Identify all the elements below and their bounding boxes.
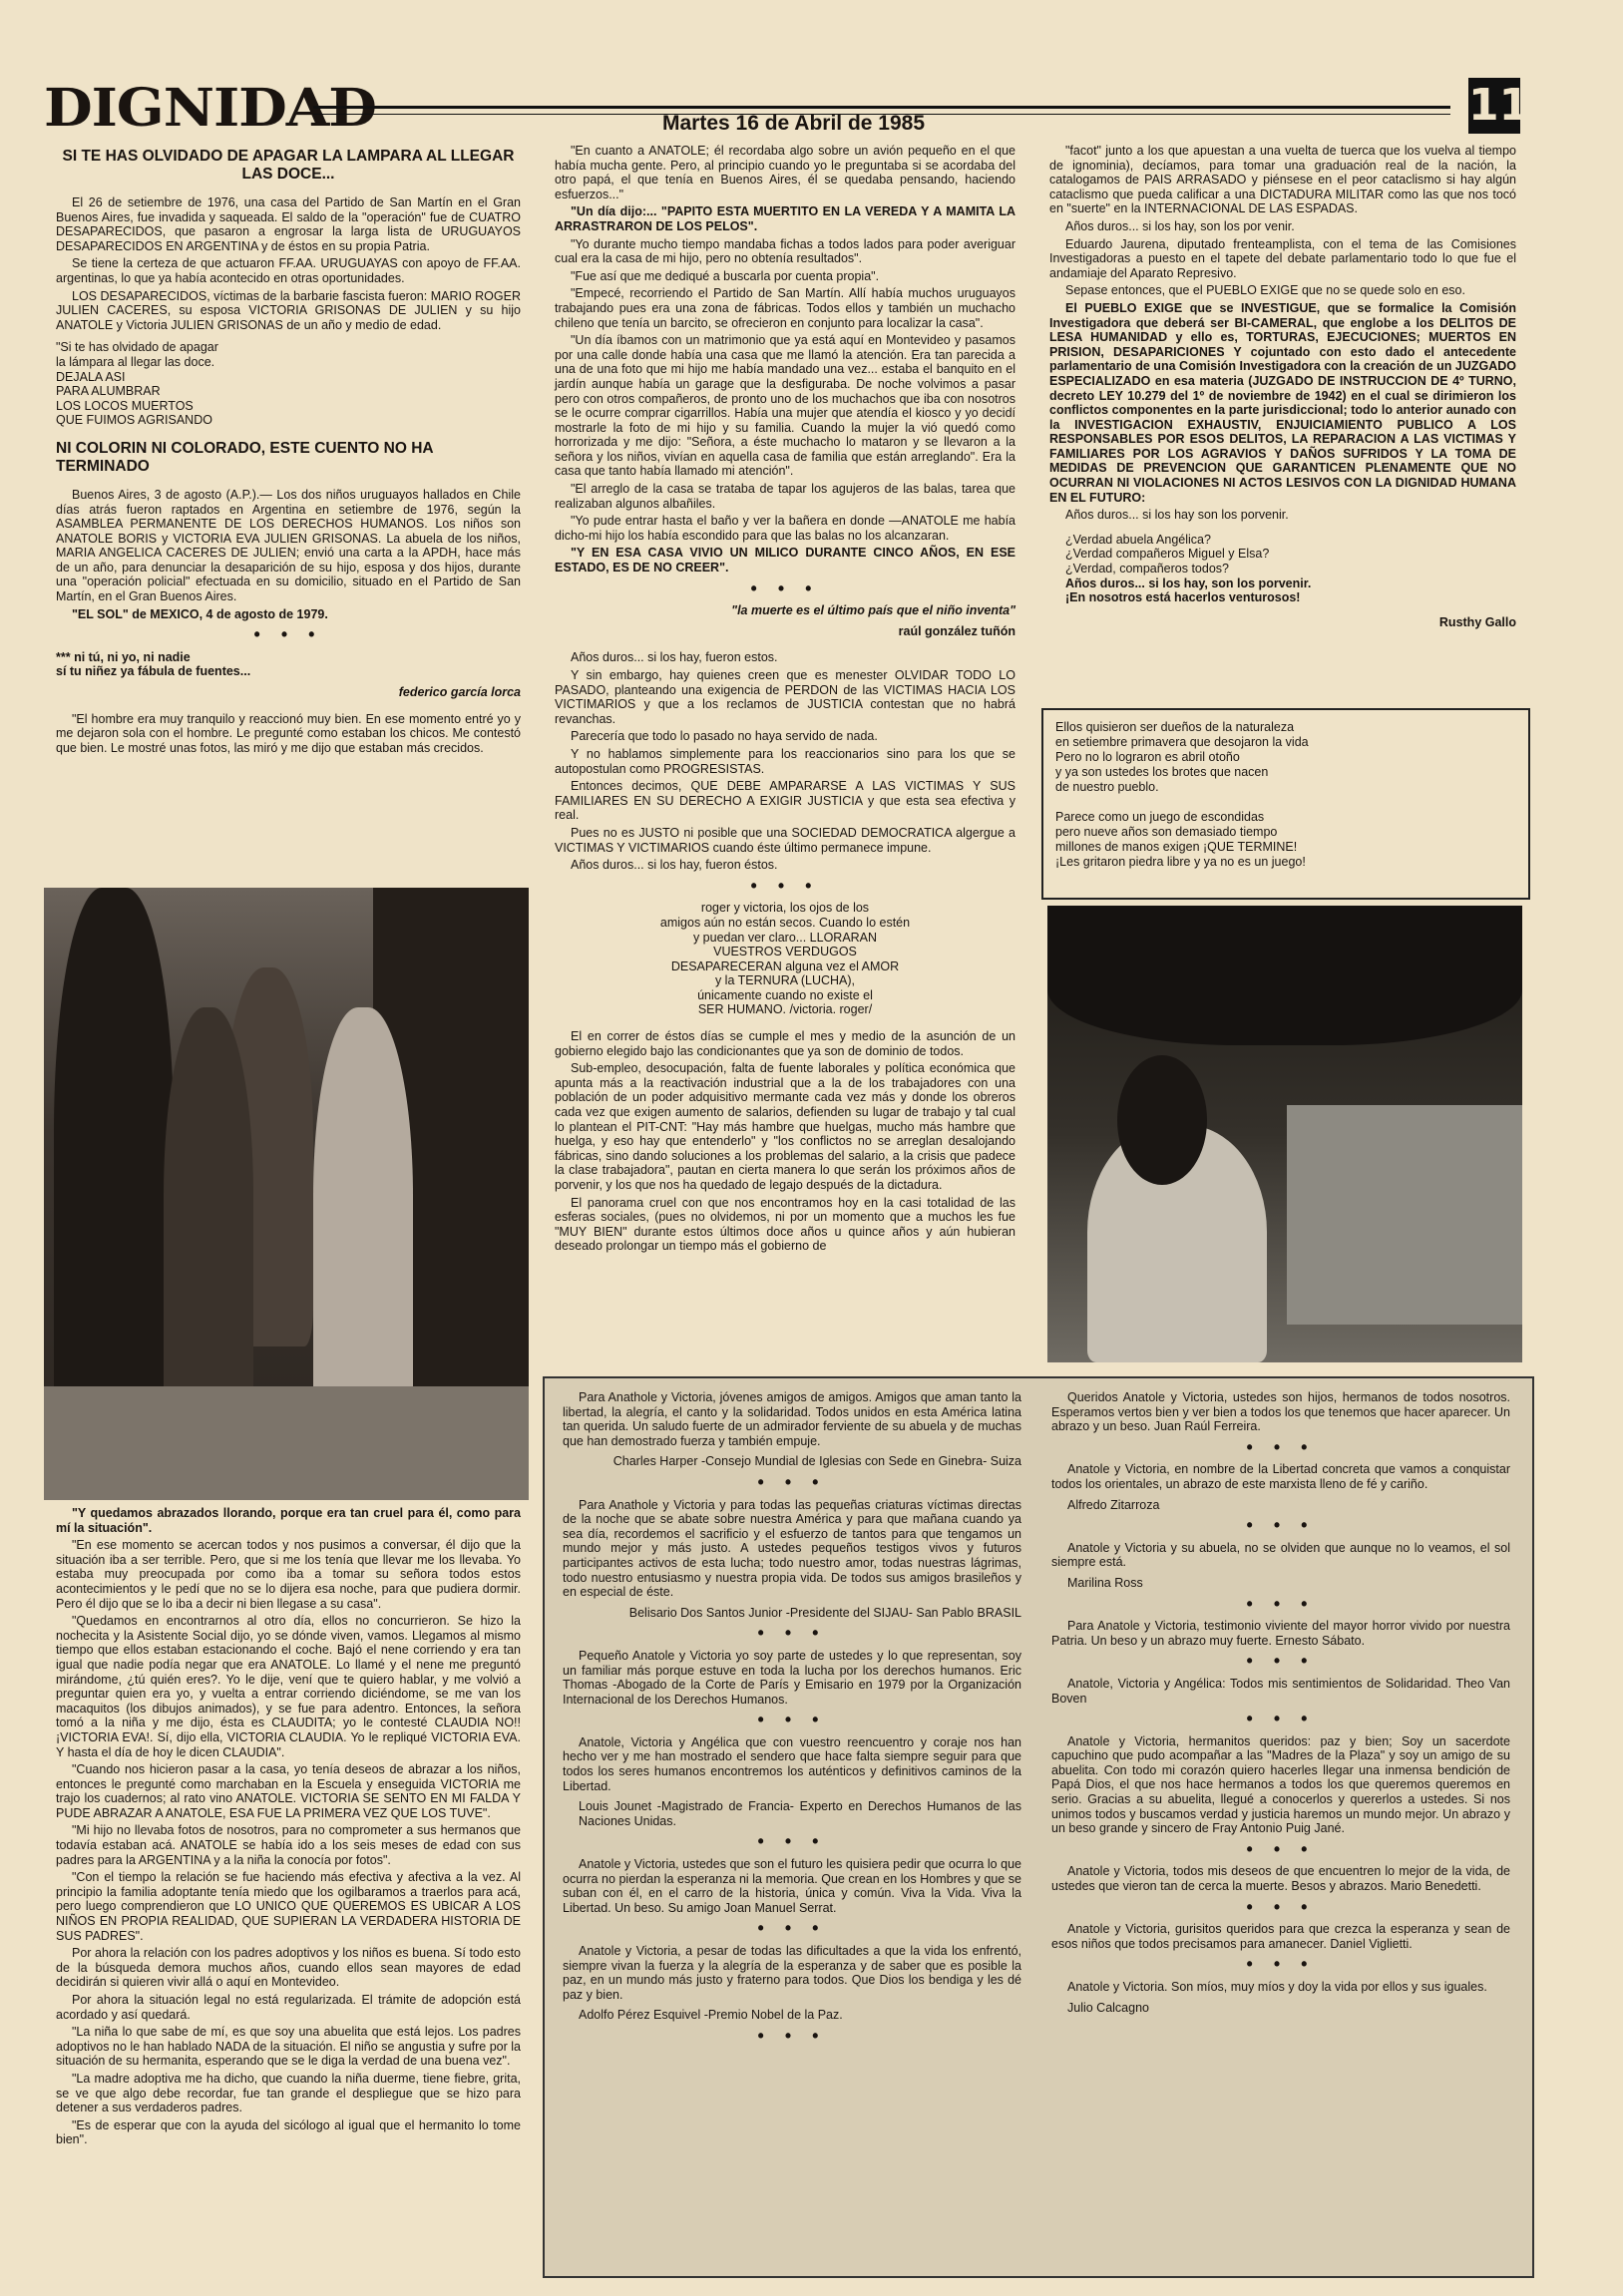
paragraph: "Un día dijo:... "PAPITO ESTA MUERTITO EN LA VEREDA Y A MAMITA LA ARRASTRARON DE LOS PELOS".: [555, 204, 1015, 233]
section-dots: • • •: [1246, 1709, 1316, 1729]
paragraph: Entonces decimos, QUE DEBE AMPARARSE A LAS VICTIMAS Y SUS FAMILIARES EN SU DERECHO A EXIGIR JUSTICIA y que esta sea efectiva y real.: [555, 779, 1015, 823]
paragraph: Por ahora la relación con los padres adoptivos y los niños es buena. Sí todo esto de la búsqueda demora muchos años, cuando ellos sean mayores de edad decidirán si quieren vivir allá o aquí en Montevideo.: [56, 1946, 521, 1990]
paragraph: El PUEBLO EXIGE que se INVESTIGUE, que se formalice la Comisión Investigadora que deberá ser BI-CAMERAL, que englobe a los DELITOS DE LESA HUMANIDAD y ello es, TORTURAS, EJECUCIONES; MUERTOS EN PRISION, DESAPARICIONES Y cojuntado con esto dado el antecedente parlamentario de una Comisión Investigadora con la creación de un JUZGADO ESPECIALIZADO en esa materia (JUZGADO DE INSTRUCCION DE 4º TURNO, decreto LEY 10.279 del 1º de noviembre de 1942) en el cual se dirimieron los conflictos componentes en la parte jurisdiccional; todo lo anterior aunado con la INVESTIGACION EXHAUSTIV, ENJUICIAMIENTO PUBLICO A LOS RESPONSABLES POR ESOS DELITOS, LA REPARACION A LAS VICTIMAS Y FAMILIARES POR LOS AGRAVIOS Y DAÑOS SUFRIDOS Y LA TOMA DE MEDIDAS DE PREVENCION QUE GARANTICEN PLENAMENTE QUE NO OCURRAN NI VIOLACIONES NI ACTOS LESIVOS CON LA DIGNIDAD HUMANA EN EL FUTURO:: [1049, 300, 1516, 505]
messages-left-column: [563, 1390, 1021, 2052]
message-text: Para Anathole y Victoria y para todas las pequeñas criaturas víctimas directas de la noche que se abate sobre nuestra América y para que mañana cuando ya sea día, recordemos el sacrificio y el esfuerzo de tantos para que tengamos un mundo mejor y más justo. A ustedes pequeños testigos vivos y futuros participantes activos de esta lucha; todo nuestro amor, todas nuestras lágrimas, todo nuestro entusiasmo y nuestra propia vida. De todos sus amigos brasileños y en especial de éste.: [563, 1497, 1021, 1600]
section-dots: • • •: [757, 1623, 827, 1644]
message-text: Anatole, Victoria y Angélica: Todos mis sentimientos de Solidaridad. Theo Van Boven: [1051, 1676, 1510, 1706]
section-dots: • • •: [757, 1471, 827, 1492]
message-signature: Louis Jounet -Magistrado de Francia- Experto en Derechos Humanos de las Naciones Unidas.: [579, 1799, 1021, 1828]
paragraph: "La niña lo que sabe de mí, es que soy una abuelita que está lejos. Los padres adoptivos no le han hablado NADA de la situación. El niño se angustia y sufre por la situación de su hermanita, esperando que se le diga la verdad de una buena vez".: [56, 2025, 521, 2069]
section-dots: • • •: [253, 624, 323, 645]
headline-colorin: NI COLORIN NI COLORADO, ESTE CUENTO NO HA TERMINADO: [56, 439, 434, 475]
message-text: Anatole y Victoria y su abuela, no se olviden que aunque no lo veamos, el sol siempre está.: [1051, 1540, 1510, 1570]
column-2: [555, 144, 1015, 1257]
paragraph: "Cuando nos hicieron pasar a la casa, yo tenía deseos de abrazar a los niños, entonces le pregunté como marchaban en la Escuela y enseguida VICTORIA me trajo los cuadernos; al rato vino ANATOLE. VICTORIA SE SENTO EN MI FALDA Y PUDE ABRAZAR A ANATOLE, ESA FUE LA PRIMERA VEZ QUE LOS TUVE".: [56, 1762, 521, 1820]
message-text: Anatole y Victoria. Son míos, muy míos y doy la vida por ellos y sus iguales.: [1067, 1980, 1487, 1994]
section-dots: • • •: [1246, 1593, 1316, 1614]
quote-author: federico garcía lorca: [398, 685, 521, 700]
poem-roger-victoria: roger y victoria, los ojos de los amigos aún no están secos. Cuando lo estén y puedan ver claro... LLORARAN VUESTROS VERDUGOS DESAPARECERAN alguna vez el AMOR y la TERNURA (LUCHA), únicamente cuando no existe el SER HUMANO. /victoria. roger/: [659, 901, 911, 1017]
message-text: Anatole y Victoria, hermanitos queridos: paz y bien; Soy un sacerdote capuchino que pudo acompañar a las "Madres de la Plaza" y soy un amigo de su abuelita. Con todo mi corazón quiero hacerles llegar una inmensa bendición de Papá Dios, el que nos hace hermanos a todos los que queremos queremos en serio. Gracias a su abuelita, llegué a conocerlos y quererlos a ustedes. Si nos unimos todos y buscamos verdad y justicia haremos un mundo mejor. Un abrazo y un beso grande y sincero de Fray Antonio Puig Jané.: [1051, 1733, 1510, 1836]
paragraph: Pues no es JUSTO ni posible que una SOCIEDAD DEMOCRATICA algergue a VICTIMAS Y VICTIMARIOS cuando éste último permanece impune.: [555, 825, 1015, 855]
masthead-rule: [313, 106, 1450, 109]
section-dots: • • •: [1246, 1436, 1316, 1457]
message-signature: Charles Harper -Consejo Mundial de Iglesias con Sede en Ginebra- Suiza: [612, 1454, 1021, 1469]
column-1-lower: [56, 1506, 521, 2150]
paragraph: Buenos Aires, 3 de agosto (A.P.).— Los dos niños uruguayos hallados en Chile días atrás fueron raptados en Argentina en setiembre de 1976, según la ASAMBLEA PERMANENTE DE LOS DERECHOS HUMANOS. Los niños son ANATOLE BORIS y VICTORIA EVA JULIEN GRISONAS. La abuela de los niños, MARIA ANGELICA CACERES DE JULIEN; envió una carta a la APDH, hace más de un año, para denunciar la desaparición de su hijo, esposa y dos hijos, durante una "operación policial" efectuada en su domicilio, situado en el Partido de San Martín, en el Gran Buenos Aires.: [56, 487, 521, 604]
paragraph: Por ahora la situación legal no está regularizada. El trámite de adopción está acordado y así quedará.: [56, 1993, 521, 2022]
section-dots: • • •: [750, 577, 820, 598]
paragraph: El 26 de setiembre de 1976, una casa del Partido de San Martín en el Gran Buenos Aires, fue invadida y saqueada. El saldo de la "operación" fue de CUATRO DESAPARECIDOS, que pasaron a engrosar la larga lista de URUGUAYOS DESAPARECIDOS EN ARGENTINA y de éstos en su propia Patria.: [56, 195, 521, 253]
paragraph: "En cuanto a ANATOLE; él recordaba algo sobre un avión pequeño en el que había mucha gente. Pero, al principio cuando yo le preguntaba si se acordaba del otro papá, el que tenía en Buenos Aires, él se quedaba pensando, haciendo esfuerzos...": [555, 144, 1015, 201]
paragraph: El en correr de éstos días se cumple el mes y medio de la asunción de un gobierno elegido bajo las condicionantes que ya son de dominio de todos.: [555, 1029, 1015, 1058]
messages-right-column: [1051, 1390, 1510, 2019]
message-signature: Alfredo Zitarroza: [1067, 1497, 1160, 1512]
paragraph: "Y EN ESA CASA VIVIO UN MILICO DURANTE CINCO AÑOS, EN ESE ESTADO, ES DE NO CREER".: [555, 546, 1015, 575]
girl-photo: [1047, 906, 1522, 1362]
paragraph: "Yo durante mucho tiempo mandaba fichas a todos lados para poder averiguar cual era la casa de mi hijo, pero no obtenía resultados".: [555, 236, 1015, 266]
message-signature: Adolfo Pérez Esquivel -Premio Nobel de la Paz.: [579, 2008, 843, 2023]
column-1: [56, 148, 521, 758]
paragraph: "El arreglo de la casa se trataba de tapar los agujeros de las balas, tarea que realizaban algunos albañiles.: [555, 482, 1015, 511]
paragraph: Años duros... si los hay, son los por venir.: [1065, 218, 1295, 233]
message-signature: Julio Calcagno: [1067, 2000, 1149, 2015]
paragraph: "En ese momento se acercan todos y nos pusimos a conversar, él dijo que la situación iba a ser terrible. Pero, que si me los tenía que llevar me los llevaba. Yo estaba muy preocupada por como iba a tomar su señora todos estos acontecimientos y le pedí que no se lo dijera esa noche, para que pudiera dormir. Pero él dijo que se lo iba a decir ni bien llegase a su casa".: [56, 1538, 521, 1611]
paragraph: "La madre adoptiva me ha dicho, que cuando la niña duerme, tiene fiebre, grita, se ve que algo debe recordar, fue tan grande el despliegue que se hizo para detener a sus verdaderos padres.: [56, 2071, 521, 2115]
section-dots: • • •: [750, 875, 820, 896]
paragraph: "Mi hijo no llevaba fotos de nosotros, para no comprometer a sus hermanos que todavía estaban acá. ANATOLE se había ido a los seis meses de edad con sus padres para la ARGENTINA y a la niña la conocía por fotos".: [56, 1823, 521, 1867]
message-text: Anatole, Victoria y Angélica que con vuestro reencuentro y coraje nos han hecho ver y me han mostrado el sendero que hace falta siempre seguir para que todos los seres humanos encontremos los auténticos y definitivos caminos de la Libertad.: [563, 1734, 1021, 1793]
headline-lamp: SI TE HAS OLVIDADO DE APAGAR LA LAMPARA AL LLEGAR LAS DOCE...: [62, 148, 515, 183]
lorca-quote: *** ni tú, ni yo, ni nadie sí tu niñez ya fábula de fuentes...: [56, 649, 251, 679]
quote-author: raúl gonzález tuñón: [898, 623, 1015, 638]
section-dots: • • •: [1246, 1838, 1316, 1859]
paragraph: "Con el tiempo la relación se fue haciendo más efectiva y afectiva a la vez. Al principio la familia adoptante tenía miedo que los ogilbaramos a traerlos para acá, pero luego comprendieron que LO UNICO QUE QUEREMOS ES UBICAR A LOS NIÑOS EN PROPIA REALIDAD, QUE SUPIERAN LA VERDADERA HISTORIA DE SUS PADRES".: [56, 1870, 521, 1943]
paragraph: Años duros... si los hay son los porvenir.: [1065, 508, 1289, 523]
paragraph: LOS DESAPARECIDOS, víctimas de la barbarie fascista fueron: MARIO ROGER JULIEN CACERES, su esposa VICTORIA GRISONAS DE JULIEN y su hijo ANATOLE y Victoria JULIEN GRISONAS de un año y medio de edad.: [56, 288, 521, 332]
poem-box: Ellos quisieron ser dueños de la naturaleza en setiembre primavera que desojaron la vida Pero no lo lograron es abril otoño y ya son ustedes los brotes que nacen de nuestro pueblo. Parece como un juego de escondidas pero nueve años son demasiado tiempo millones de manos exigen ¡QUE TERMINE! ¡Les gritaron piedra libre y ya no es un juego!: [1041, 708, 1530, 900]
photo-caption: "Y quedamos abrazados llorando, porque era tan cruel para él, como para mí la situación".: [56, 1506, 521, 1535]
section-dots: • • •: [1246, 1515, 1316, 1536]
paragraph: Y no hablamos simplemente para los reaccionarios sino para los que se autopostulan como PROGRESISTAS.: [555, 746, 1015, 776]
page-number: 11: [1468, 78, 1520, 134]
message-text: Anatole y Victoria, en nombre de la Libertad concreta que vamos a conquistar todos los orientales, un abrazo de este marxista lleno de fé y cariño.: [1051, 1462, 1510, 1491]
section-dots: • • •: [757, 1710, 827, 1730]
source-line: "EL SOL" de MEXICO, 4 de agosto de 1979.: [72, 606, 328, 621]
section-dots: • • •: [1246, 1954, 1316, 1975]
section-dots: • • •: [757, 1831, 827, 1852]
messages-box: [543, 1376, 1534, 2278]
message-text: Para Anatole y Victoria, testimonio viviente del mayor horror vivido por nuestra Patria. Un beso y un abrazo muy fuerte. Ernesto Sábato.: [1051, 1619, 1510, 1648]
paragraph: Años duros... si los hay, fueron éstos.: [571, 858, 778, 873]
paragraph: "Es de esperar que con la ayuda del sicólogo al igual que el hermanito lo tome bien".: [56, 2117, 521, 2147]
message-text: Queridos Anatole y Victoria, ustedes son hijos, hermanos de todos nosotros. Esperamos vertos bien y ver bien a todos los que tenemos que hacer aparecer. Un abrazo y un beso. Juan Raúl Ferreira.: [1051, 1390, 1510, 1434]
message-text: Anatole y Victoria, gurisitos queridos para que crezca la esperanza y sean de esos niños que todos precisamos para amanecer. Daniel Viglietti.: [1051, 1922, 1510, 1951]
paragraph: Sepase entonces, que el PUEBLO EXIGE que no se quede solo en eso.: [1065, 283, 1465, 298]
paragraph: Sub-empleo, desocupación, falta de fuente laborales y política económica que apunta más a la reactivación industrial que a la de los trabajadores con una población de un poder adquisitivo mermante cada vez más y donde los obreros cada vez que exigen aumento de salarios, defienden su lugar de trabajo y tal cual lo plantean el PIT-CNT: "Hay más hambre que huelgas, mucho más hambre que huelga, y eso hay que entenderlo" y "los conflictos no se arreglan desalojando fábricas, sino dando soluciones a los problemas del salario, a la crisis que padece la clase trabajadora", pautan en cierta manera lo que serán los próximos años de porvenir, y los que nos ha quedado de legajo después de la dictadura.: [555, 1061, 1015, 1192]
couple-photo: [44, 888, 529, 1500]
masthead: [44, 78, 1530, 140]
paragraph: "Empecé, recorriendo el Partido de San Martín. Allí había muchos uruguayos trabajando pues era una zona de fábricas. Todos ellos y también un muchacho chileno que tenía un barcito, se ofrecieron en conjunto para localizar la casa".: [555, 286, 1015, 330]
paragraph: "facot" junto a los que apuestan a una vuelta de tuerca que los vuelva al tiempo de ignominia), decíamos, para tomar una graduación real de la nación, la catalogamos de PAIS ARRASADO y piénsese en el peor cataclismo si hay algún cataclismo que pueda calificar a una DICTADURA MILITAR como las que nos tocó en "suerte" en la INTERNACIONAL DE LAS ESPADAS.: [1049, 144, 1516, 216]
section-dots: • • •: [1246, 1651, 1316, 1672]
verse-abuela: ¿Verdad abuela Angélica? ¿Verdad compañeros Miguel y Elsa? ¿Verdad, compañeros todos?: [1065, 532, 1270, 576]
poem-lamp: "Si te has olvidado de apagar la lámpara al llegar las doce. DEJALA ASI PARA ALUMBRAR LOS LOCOS MUERTOS QUE FUIMOS AGRISANDO: [56, 340, 218, 428]
section-dots: • • •: [757, 1918, 827, 1939]
article-author: Rusthy Gallo: [1438, 614, 1516, 629]
verse-anos-duros: Años duros... si los hay, son los porvenir. ¡En nosotros está hacerlos venturosos!: [1065, 575, 1312, 605]
issue-date: Martes 16 de Abril de 1985: [662, 112, 926, 135]
paragraph: "Quedamos en encontrarnos al otro día, ellos no concurrieron. Se hizo la nochecita y la Asistente Social dijo, yo se dónde viven, vamos. Llegamos al mismo tiempo que ellos estaban estacionando el coche. Bajó el nene corriendo y era tan igual que nadie podía negar que era ANATOLE. Lo llamé y el nene me preguntó mirándome, ¿tú quién eres?. Yo le dije, vení que te quiero hablar, y me volvió a preguntar quien era yo, y vuelta a entrar corriendo diciéndome, se me van los macaquitos (los dibujos animados), y se fue para adentro. Entonces, la señora tomó a la niña y me dijo, ésta es CLAUDITA; yo le contesté CLAUDIA NO!! ¡VICTORIA EVA!. Sí, dijo ella, VICTORIA CLAUDIA. Yo le repliqué VICTORIA EVA. Y hasta el día de hoy le dicen CLAUDIA".: [56, 1614, 521, 1759]
message-signature: Marilina Ross: [1067, 1575, 1143, 1590]
paragraph: "Un día íbamos con un matrimonio que ya está aquí en Montevideo y pasamos por una calle donde había una casa que me llamó la atención. Era tan parecida a una de una foto que mi hijo me había mandado una vez... estaba el banquito en el jardín aunque había un garage que la desfiguraba. De noche volvimos a pasar pero con otros compañeros, de pronto uno de los muchachos que iba con nosotros se le ocurre comprar cigarrillos. Había una mujer que atendía el kiosco y yo decidí mostrarle la foto de mi hijo y su familia. Cuando la mujer la vió quedó como horrorizada y me dijo: "Señora, a éste muchacho lo mataron y se llevaron a la señora y los niños, vivían en aquella casa de familia que están arreglando". Era la casa que tanto había llamado mi atención".: [555, 333, 1015, 479]
section-dots: • • •: [757, 2025, 827, 2046]
section-dots: • • •: [1246, 1896, 1316, 1917]
paragraph: Eduardo Jaurena, diputado frenteamplista, con el tema de las Comisiones Investigadoras a puesto en el tapete del debate parlamentario todo lo que fue el andamiaje del Aparato Represivo.: [1049, 236, 1516, 280]
paragraph: Se tiene la certeza de que actuaron FF.AA. URUGUAYAS con apoyo de FF.AA. argentinas, lo que ya había acontecido en otras oportunidades.: [56, 256, 521, 285]
message-text: Anatole y Victoria, a pesar de todas las dificultades a que la vida los enfrentó, siempre vivan la fuerza y la alegría de la esperanza y de saber que es posible la paz, en un mundo más justo y fraterno para todos. Que Dios los bendiga y les dé paz y bien.: [563, 1944, 1021, 2002]
message-text: Pequeño Anatole y Victoria yo soy parte de ustedes y lo que representan, soy un familiar más porque estuve en toda la lucha por los derechos humanos. Eric Thomas -Abogado de la Corte de París y Emisario en 1979 por la Organización Internacional de los Derechos Humanos.: [563, 1648, 1021, 1707]
message-text: Anatole y Victoria, ustedes que son el futuro les quisiera pedir que ocurra lo que ocurra no pierdan la esperanza ni la memoria. Que crean en los Hombres y que se suban con él, en el carro de la historia, única y común. Viva la Vida. Viva la Libertad. Un beso. Su amigo Joan Manuel Serrat.: [563, 1857, 1021, 1915]
tunon-quote: "la muerte es el último país que el niño inventa": [731, 603, 1015, 618]
paragraph: Y sin embargo, hay quienes creen que es menester OLVIDAR TODO LO PASADO, planteando una exigencia de PERDON de las VICTIMAS HACIA LOS VICTIMARIOS y que a los reclamos de JUSTICIA contestan que no habrá revanchas.: [555, 668, 1015, 726]
message-text: Para Anathole y Victoria, jóvenes amigos de amigos. Amigos que aman tanto la libertad, la alegría, el canto y la solidaridad. Todos unidos en esta América latina tan querida. Un saludo fuerte de un admirador ferviente de su abuela y de muchas que han demostrado fuerza y también empuje.: [563, 1390, 1021, 1448]
paragraph: Años duros... si los hay, fueron estos.: [571, 650, 778, 665]
message-signature: Belisario Dos Santos Junior -Presidente del SIJAU- San Pablo BRASIL: [628, 1605, 1021, 1620]
paragraph: "El hombre era muy tranquilo y reaccionó muy bien. En ese momento entré yo y me dejaron sola con el hombre. Le pregunté como estaban los chicos. Me contestó que bien. Le mostré unas fotos, las miró y me dijo que estaban más crecidos.: [56, 711, 521, 755]
paragraph: "Yo pude entrar hasta el baño y ver la bañera en donde —ANATOLE me había dicho-mi hijo los había escondido para que las balas no los alcanzaran.: [555, 514, 1015, 543]
paragraph: El panorama cruel con que nos encontramos hoy en la casi totalidad de las esferas sociales, (pues no olvidemos, ni por un momento que a muchos les fue "MUY BIEN" durante estos últimos doce años u quince años y aún hubieran deseado prolongar un tiempo más el gobierno de: [555, 1195, 1015, 1254]
paragraph: "Fue así que me dediqué a buscarla por cuenta propia".: [571, 268, 880, 283]
paragraph: Parecería que todo lo pasado no haya servido de nada.: [571, 729, 878, 744]
newspaper-logo: DIGNIDAD: [44, 78, 376, 139]
message-text: Anatole y Victoria, todos mis deseos de que encuentren lo mejor de la vida, de ustedes que vieron tan de cerca la muerte. Besos y abrazos. Mario Benedetti.: [1051, 1864, 1510, 1894]
column-3: [1049, 144, 1516, 641]
